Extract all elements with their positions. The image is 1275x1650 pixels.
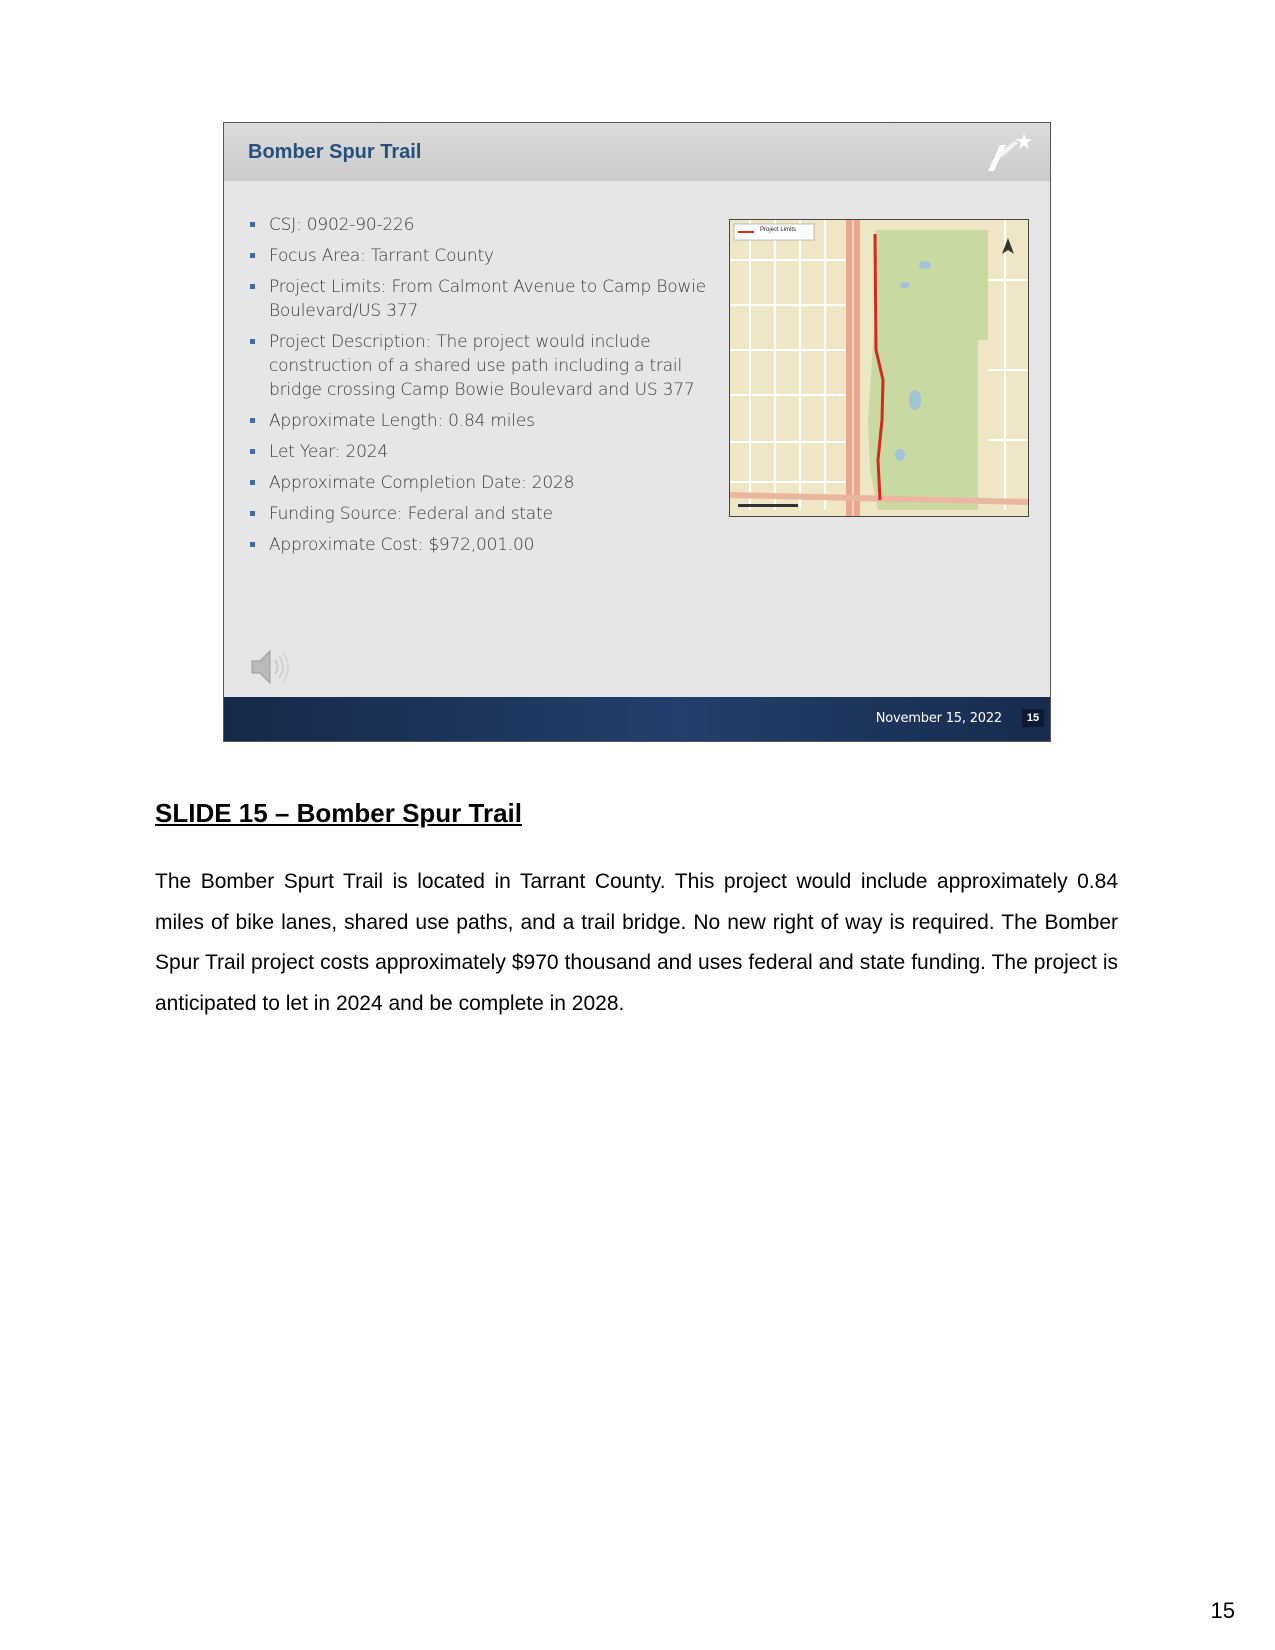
page-number: 15 — [1210, 1598, 1235, 1623]
slide-header — [224, 123, 1050, 181]
slide-number: 15 — [1022, 709, 1044, 727]
section-heading: SLIDE 15 – Bomber Spur Trail — [155, 798, 522, 828]
footer-date: November 15, 2022 — [875, 711, 1002, 726]
bullet-focus-area: Focus Area: Tarrant County — [248, 244, 708, 268]
project-map — [729, 219, 1029, 517]
map-legend-label: Project Limits — [760, 227, 797, 233]
bullet-funding-source: Funding Source: Federal and state — [248, 502, 708, 526]
slide-body — [224, 181, 1050, 699]
map-drawing — [730, 220, 1028, 516]
bullet-completion-date: Approximate Completion Date: 2028 — [248, 471, 708, 495]
bullet-length: Approximate Length: 0.84 miles — [248, 409, 708, 433]
bullet-project-description: Project Description: The project would include construction of a shared use path including a trail bridge crossing Camp Bowie Boulevard and US 377 — [248, 330, 708, 402]
slide-image — [223, 122, 1051, 742]
bullet-let-year: Let Year: 2024 — [248, 440, 708, 464]
narration-paragraph: The Bomber Spurt Trail is located in Tarrant County. This project would include approximately 0.84 miles of bike lanes, shared use paths, and a trail bridge. No new right of way is required. The Bomber Spur Trail project costs approximately $970 thousand and uses federal and state funding. The project is anticipated to let in 2024 and be complete in 2028. — [155, 870, 1118, 1015]
star-logo-icon — [980, 131, 1036, 173]
bullet-cost: Approximate Cost: $972,001.00 — [248, 533, 708, 557]
bullet-project-limits: Project Limits: From Calmont Avenue to Camp Bowie Boulevard/US 377 — [248, 275, 708, 323]
bullet-csj: CSJ: 0902-90-226 — [248, 213, 708, 237]
speaker-icon[interactable] — [246, 643, 294, 691]
slide-bullet-list — [248, 213, 708, 564]
slide-title: Bomber Spur Trail — [248, 141, 422, 163]
slide-footer — [224, 697, 1050, 741]
